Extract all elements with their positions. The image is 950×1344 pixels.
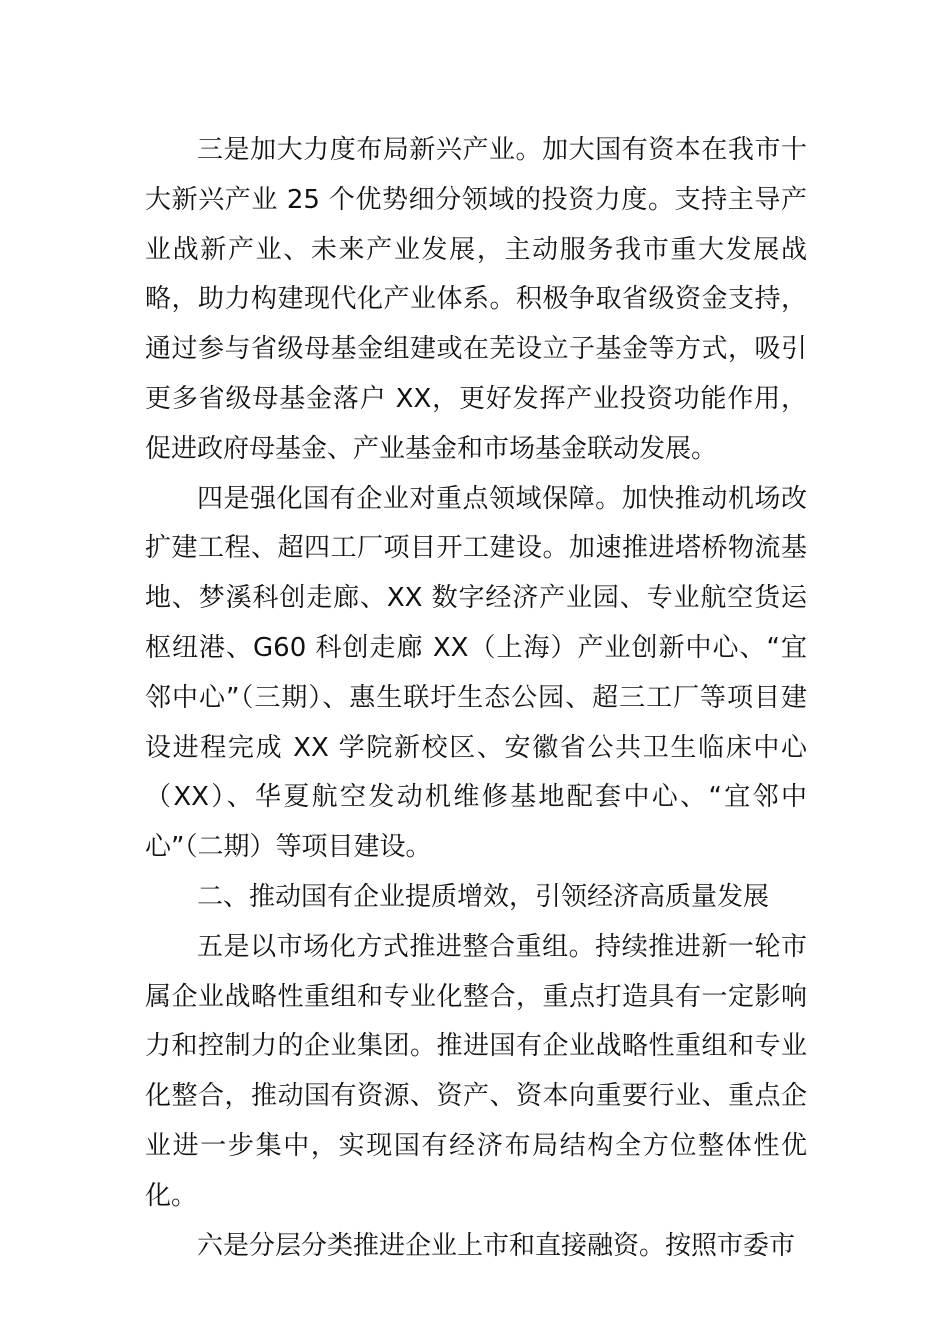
document-body — [145, 126, 807, 1271]
paragraph-restructuring: 五是以市场化方式推进整合重组。持续推进新一轮市属企业战略性重组和专业化整合，重点打造具有一定影响力和控制力的企业集团。推进国有企业战略性重组和专业化整合，推动国有资源、资产、资本向重要行业、重点企业进一步集中，实现国有经济布局结构全方位整体性优化。 — [145, 931, 807, 1211]
section-heading: 二、推动国有企业提质增效，引领经济高质量发展 — [197, 881, 770, 912]
paragraph-industry-layout: 三是加大力度布局新兴产业。加大国有资本在我市十大新兴产业 25 个优势细分领域的投资力度。支持主导产业战新产业、未来产业发展，主动服务我市重大发展战略，助力构建现代化产业体系。积极争取省级资金支持，通过参与省级母基金组建或在芜设立子基金等方式，吸引更多省级母基金落户 XX，更好发挥产业投资功能作用，促进政府母基金、产业基金和市场基金联动发展。 — [145, 135, 807, 464]
paragraph-listing-financing: 六是分层分类推进企业上市和直接融资。按照市委市 — [197, 1230, 796, 1261]
paragraph-key-areas: 四是强化国有企业对重点领域保障。加快推动机场改扩建工程、超四工厂项目开工建设。加速推进塔桥物流基地、梦溪科创走廊、XX 数字经济产业园、专业航空货运枢纽港、G60 科创走廊 XX（上海）产业创新中心、“宜邻中心”（三期）、惠生联圩生态公园、超三工厂等项目建设进程完成 XX 学院新校区、安徽省公共卫生临床中心（XX）、华夏航空发动机维修基地配套中心、“宜邻中心”（二期）等项目建设。 — [145, 483, 807, 863]
